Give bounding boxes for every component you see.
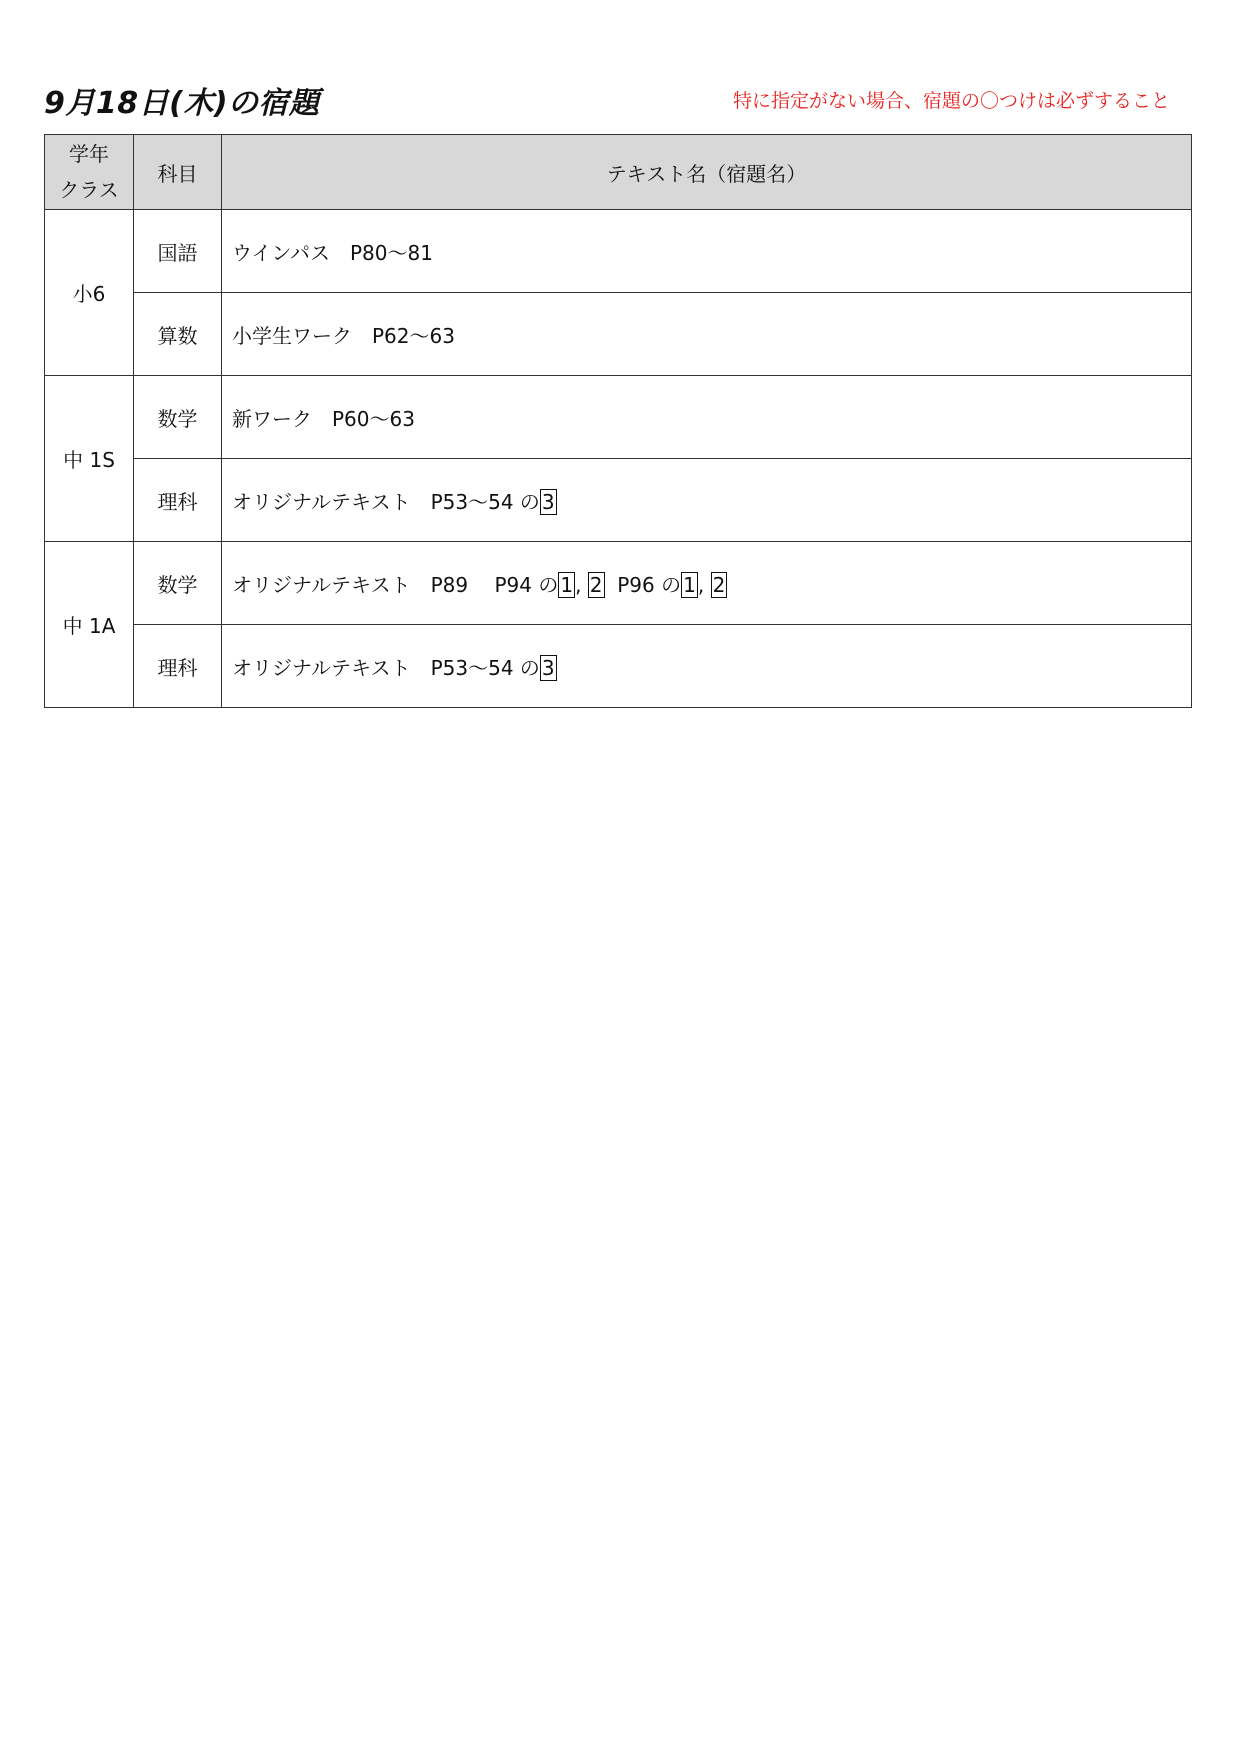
table-row xyxy=(45,376,1192,459)
class-cell: 中 1S xyxy=(45,376,134,542)
text-cell xyxy=(222,459,1192,542)
boxed-problem-number: 1 xyxy=(560,572,574,597)
text-cell xyxy=(222,542,1192,625)
header-text: テキスト名（宿題名） xyxy=(222,135,1192,210)
subject-cell: 理科 xyxy=(134,625,222,708)
table-row xyxy=(45,293,1192,376)
text-label: オリジナルテキスト P53～54 の xyxy=(232,489,540,514)
table-row xyxy=(45,625,1192,708)
page-header xyxy=(44,78,1192,121)
text-label: オリジナルテキスト P53～54 の xyxy=(232,655,540,680)
class-cell: 中 1A xyxy=(45,542,134,708)
header-class-line2: クラス xyxy=(59,178,119,202)
boxed-problem-number: 2 xyxy=(712,572,726,597)
header-class-line1: 学年 xyxy=(69,142,109,166)
text-label: P96 の xyxy=(617,572,682,597)
table-row xyxy=(45,459,1192,542)
homework-table xyxy=(44,134,1192,708)
subject-cell: 数学 xyxy=(134,542,222,625)
table-row xyxy=(45,542,1192,625)
subject-cell: 理科 xyxy=(134,459,222,542)
subject-cell: 数学 xyxy=(134,376,222,459)
text-label: オリジナルテキスト P89 P94 の xyxy=(232,572,559,597)
header-subject: 科目 xyxy=(134,135,222,210)
boxed-problem-number: 2 xyxy=(589,572,603,597)
instruction-note: 特に指定がない場合、宿題の〇つけは必ずすること xyxy=(732,90,1170,112)
table-header-row xyxy=(45,135,1192,210)
page-title: 9月18日(木)の宿題 xyxy=(44,86,320,121)
subject-cell: 国語 xyxy=(134,210,222,293)
text-cell: 新ワーク P60～63 xyxy=(222,376,1192,459)
text-cell: ウインパス P80～81 xyxy=(222,210,1192,293)
boxed-problem-number: 3 xyxy=(541,655,555,680)
header-class xyxy=(45,135,134,210)
separator: , xyxy=(697,572,705,597)
separator: , xyxy=(575,572,582,597)
class-cell: 小6 xyxy=(45,210,134,376)
subject-cell: 算数 xyxy=(134,293,222,376)
table-row xyxy=(45,210,1192,293)
boxed-problem-number: 1 xyxy=(683,572,696,597)
text-cell: 小学生ワーク P62～63 xyxy=(222,293,1192,376)
boxed-problem-number: 3 xyxy=(541,489,555,514)
text-cell xyxy=(222,625,1192,708)
